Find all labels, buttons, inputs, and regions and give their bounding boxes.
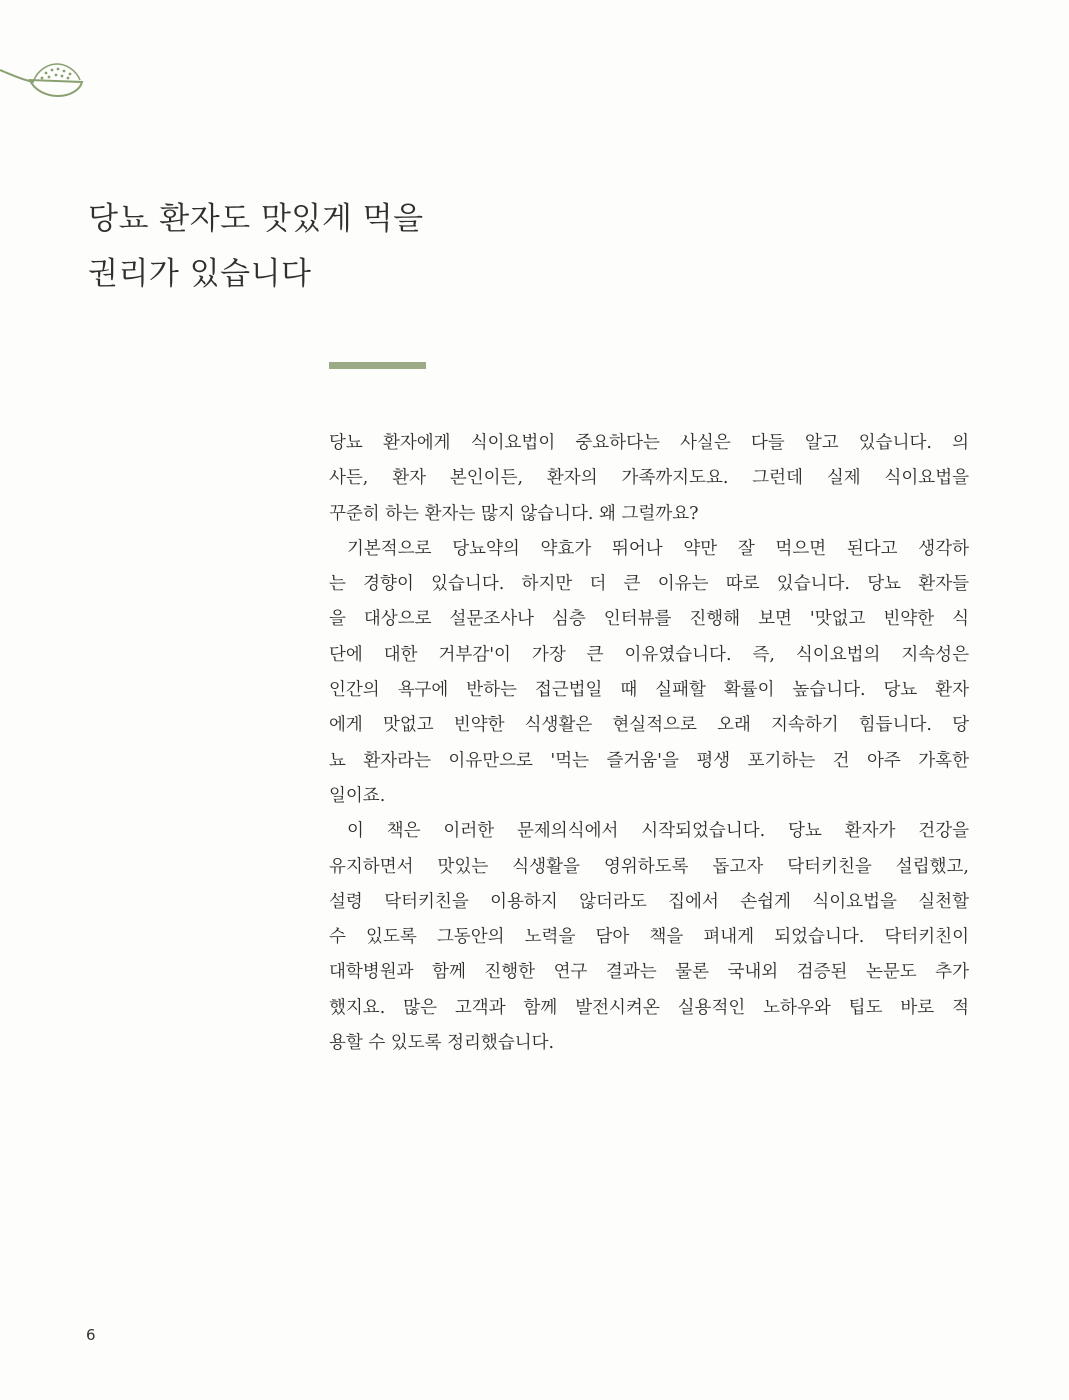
body-line: 했지요. 많은 고객과 함께 발전시켜온 실용적인 노하우와 팁도 바로 적: [329, 997, 969, 1018]
accent-divider: [329, 362, 426, 369]
body-line: 에게 맛없고 빈약한 식생활은 현실적으로 오래 지속하기 힘듭니다. 당: [329, 715, 969, 736]
body-line: 수 있도록 그동안의 노력을 담아 책을 펴내게 되었습니다. 닥터키친이: [329, 927, 969, 948]
body-line: 인간의 욕구에 반하는 접근법일 때 실패할 확률이 높습니다. 당뇨 환자: [329, 680, 969, 701]
body-line: 뇨 환자라는 이유만으로 '먹는 즐거움'을 평생 포기하는 건 아주 가혹한: [329, 750, 969, 771]
page-number: 6: [86, 1326, 96, 1344]
body-line: 일이죠.: [329, 785, 386, 806]
title-line-1: 당뇨 환자도 맛있게 먹을: [88, 201, 424, 237]
body-line: 용할 수 있도록 정리했습니다.: [329, 1033, 555, 1054]
body-line: 이 책은 이러한 문제의식에서 시작되었습니다. 당뇨 환자가 건강을: [347, 821, 969, 842]
body-line: 사든, 환자 본인이든, 환자의 가족까지도요. 그런데 실제 식이요법을: [329, 468, 969, 489]
page-title: [88, 192, 424, 302]
body-line: 설령 닥터키친을 이용하지 않더라도 집에서 손쉽게 식이요법을 실천할: [329, 891, 969, 912]
body-line: 단에 대한 거부감'이 가장 큰 이유였습니다. 즉, 식이요법의 지속성은: [329, 644, 969, 665]
spoon-icon: [0, 56, 100, 106]
body-line: 기본적으로 당뇨약의 약효가 뛰어나 약만 잘 먹으면 된다고 생각하: [347, 538, 969, 559]
title-line-2: 권리가 있습니다: [88, 256, 312, 292]
body-line: 유지하면서 맛있는 식생활을 영위하도록 돕고자 닥터키친을 설립했고,: [329, 856, 969, 877]
body-line: 는 경향이 있습니다. 하지만 더 큰 이유는 따로 있습니다. 당뇨 환자들: [329, 574, 969, 595]
body-line: 꾸준히 하는 환자는 많지 않습니다. 왜 그럴까요?: [329, 503, 699, 524]
body-text: [329, 426, 969, 1061]
body-line: 대학병원과 함께 진행한 연구 결과는 물론 국내외 검증된 논문도 추가: [329, 962, 969, 983]
body-line: 을 대상으로 설문조사나 심층 인터뷰를 진행해 보면 '맛없고 빈약한 식: [329, 609, 969, 630]
body-line: 당뇨 환자에게 식이요법이 중요하다는 사실은 다들 알고 있습니다. 의: [329, 433, 969, 453]
